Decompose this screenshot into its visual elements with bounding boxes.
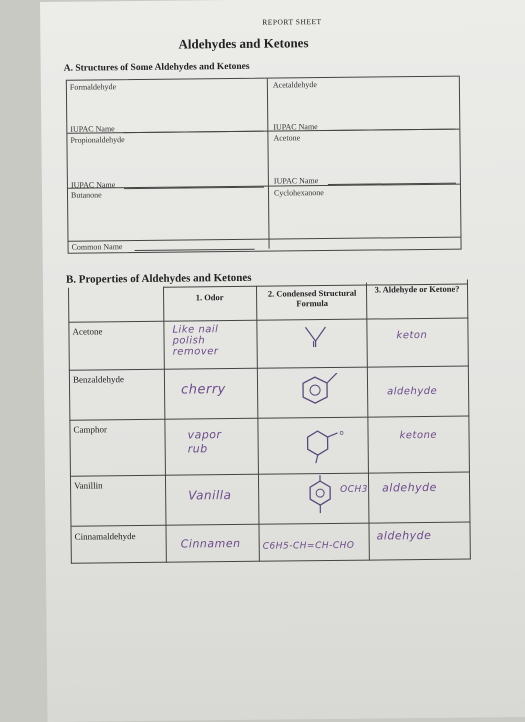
row-vanillin: Vanillin [74,480,103,491]
cell-acetone: Acetone [273,133,301,143]
class-benzaldehyde: aldehyde [387,385,438,398]
iupac-label: IUPAC Name [70,180,116,190]
vanillin-structure [302,473,342,517]
class-acetone: keton [396,329,428,342]
class-cinnamaldehyde: aldehyde [376,528,432,543]
svg-text:o: o [339,428,344,437]
report-label: REPORT SHEET [262,17,322,27]
column-formula: 2. Condensed Structural Formula [267,287,357,309]
row-benzaldehyde: Benzaldehyde [72,374,124,385]
column-classification: 3. Aldehyde or Ketone? [374,283,460,295]
section-a-table [66,76,462,254]
benzaldehyde-structure [289,373,339,416]
cell-acetaldehyde: Acetaldehyde [272,80,317,90]
odor-acetone: Like nail polish remover [172,324,219,358]
camphor-structure [297,427,347,468]
row-cinnamaldehyde: Cinnamaldehyde [74,531,136,542]
iupac-label: IUPAC Name [70,124,115,134]
odor-camphor: vapor rub [187,428,222,456]
acetone-structure [303,325,327,347]
cell-formaldehyde: Formaldehyde [69,82,117,92]
cell-propionaldehyde: Propionaldehyde [70,135,125,145]
cell-cyclohexanone: Cyclohexanone [273,188,324,198]
cinnamaldehyde-formula: C6H5-CH=CH-CHO [262,540,355,552]
iupac-label: IUPAC Name [273,122,318,132]
row-acetone: Acetone [72,326,103,337]
vanillin-formula: OCH3 [340,484,369,495]
common-name-label: Common Name [71,242,123,252]
section-b-title: B. Properties of Aldehydes and Ketones [65,271,252,286]
properties-table [68,284,471,564]
odor-vanillin: Vanilla [188,488,232,503]
class-vanillin: aldehyde [382,480,437,495]
page-title: Aldehydes and Ketones [178,35,309,52]
report-sheet [40,0,525,722]
iupac-label: IUPAC Name [273,176,319,186]
cell-butanone: Butanone [70,190,102,200]
class-camphor: ketone [399,429,438,442]
row-camphor: Camphor [73,424,108,435]
odor-benzaldehyde: cherry [180,382,226,398]
odor-cinnamaldehyde: Cinnamen [180,536,241,551]
section-a-title: A. Structures of Some Aldehydes and Ketones [63,61,250,74]
column-odor: 1. Odor [195,292,224,303]
